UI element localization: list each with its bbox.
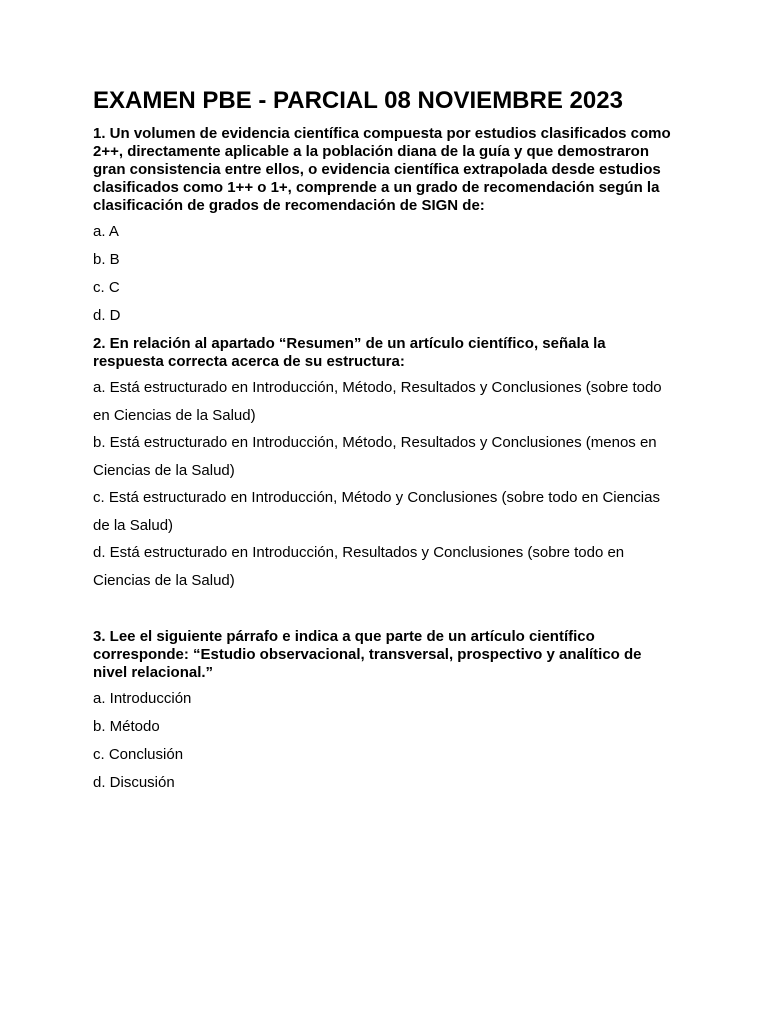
question-3-text: 3. Lee el siguiente párrafo e indica a que parte de un artículo científico corresponde: “Estudio observacional, transversal, prospectivo y analítico de nivel relacional.” [93,628,642,681]
question-1-option-d: d. D [93,307,121,324]
question-3-option-a: a. Introducción [93,690,192,707]
question-1-options [93,223,673,325]
question-3-option-d: d. Discusión [93,774,175,791]
question-3-option-c: c. Conclusión [93,746,184,763]
question-1-text: 1. Un volumen de evidencia científica compuesta por estudios clasificados como 2++, directamente aplicable a la población diana de la guía y que demostraron gran consistencia entre ellos, o evidencia científica extrapolada desde estudios clasificados como 1++ o 1+, comprende a un grado de recomendación según la clasificación de grados de recomendación de SIGN de: [93,125,671,214]
exam-document [93,86,673,802]
question-3-option-b: b. Método [93,718,160,735]
question-1 [93,125,673,325]
question-2-option-b: b. Está estructurado en Introducción, Método, Resultados y Conclusiones (menos en Ciencias de la Salud) [93,434,657,479]
question-2 [93,335,673,595]
exam-title: EXAMEN PBE - PARCIAL 08 NOVIEMBRE 2023 [93,87,623,114]
question-3-options [93,690,673,792]
question-2-option-d: d. Está estructurado en Introducción, Resultados y Conclusiones (sobre todo en Ciencias de la Salud) [93,544,625,589]
question-1-option-b: b. B [93,251,120,268]
question-1-option-c: c. C [93,279,120,296]
question-3 [93,628,673,792]
section-spacer [93,599,673,628]
question-1-option-a: a. A [93,223,119,240]
question-2-option-a: a. Está estructurado en Introducción, Método, Resultados y Conclusiones (sobre todo en Ciencias de la Salud) [93,379,662,424]
question-2-options [93,374,673,595]
question-2-option-c: c. Está estructurado en Introducción, Método y Conclusiones (sobre todo en Ciencias de la Salud) [93,489,660,534]
question-2-text: 2. En relación al apartado “Resumen” de un artículo científico, señala la respuesta correcta acerca de su estructura: [93,335,606,370]
